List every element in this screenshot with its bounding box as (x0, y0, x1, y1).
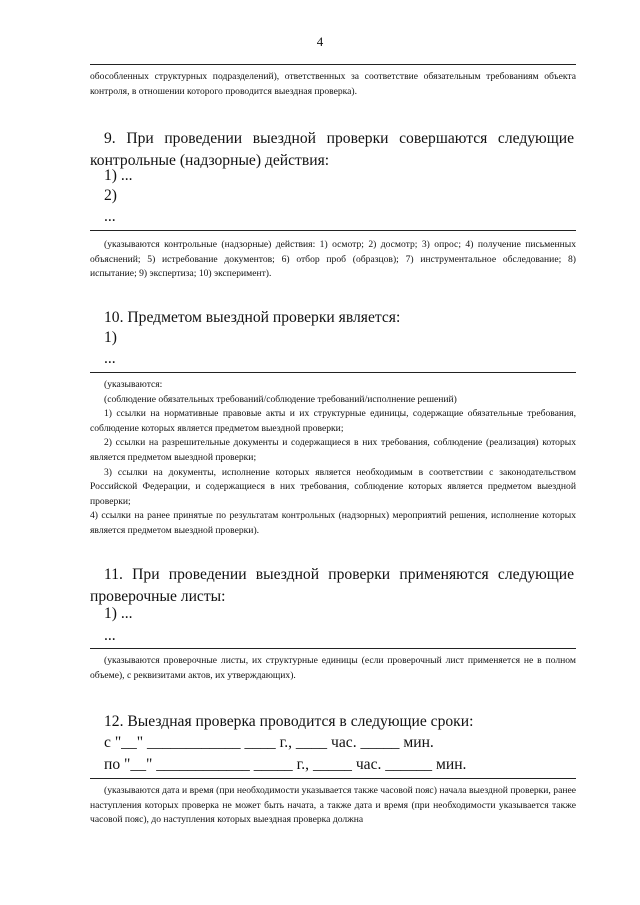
section-11-heading-text: 11. При проведении выездной проверки применяются следующие проверочные листы: (90, 566, 574, 605)
section-12-note-text: (указываются дата и время (при необходимости указывается также часовой пояс) начала выездной проверки, ранее наступления которых проверка не может быть начата, а также дата и время (при необходимости указывается также часовой пояс), до наступления которых выездная проверка должна (90, 785, 576, 826)
section-9-note-text: (указываются контрольные (надзорные) действия: 1) осмотр; 2) досмотр; 3) опрос; 4) получение письменных объяснений; 5) истребование документов; 6) отбор проб (образцов); 7) инструментальное обследование; 8) испытание; 9) экспертиза; 10) эксперимент). (90, 239, 576, 280)
section-9-item-more: ... (104, 208, 116, 225)
section-12-fill-line (90, 778, 576, 779)
section-11-heading (90, 564, 574, 608)
section-9-heading (90, 128, 574, 172)
section-9-item-2: 2) (104, 187, 117, 204)
section-12-start-datetime: с "__" ____________ ____ г., ____ час. _____ мин. (104, 734, 434, 751)
top-separator (90, 64, 576, 65)
section-9-heading-text: 9. При проведении выездной проверки совершаются следующие контрольные (надзорные) действия: (90, 130, 574, 169)
section-10-heading (90, 307, 574, 329)
section-10-note-line-2: (соблюдение обязательных требований/соблюдение требований/исполнение решений) (104, 393, 457, 405)
section-10-item-more: ... (104, 350, 116, 367)
section-10-fill-line (90, 372, 576, 373)
section-10-note (90, 378, 576, 539)
section-11-item-1: 1) ... (104, 605, 133, 622)
intro-note: обособленных структурных подразделений), ответственных за соответствие обязательным требованиям объекта контроля, в отношении которого проводится выездная проверка). (90, 71, 576, 97)
section-12-note (90, 784, 576, 828)
section-9-fill-line (90, 230, 576, 231)
section-10-note-line-4: 2) ссылки на разрешительные документы и содержащиеся в них требования, соблюдение (реализация) которых является предметом выездной проверки; (90, 437, 576, 463)
section-10-note-line-1: (указываются: (104, 379, 163, 390)
section-11-note-text: (указываются проверочные листы, их структурные единицы (если проверочный лист применяется не в полном объеме), с реквизитами актов, их утверждающих). (90, 655, 576, 681)
section-11-item-more: ... (104, 627, 116, 644)
section-12-heading (90, 711, 574, 733)
section-11-fill-line (90, 648, 576, 649)
page-number: 4 (316, 34, 324, 49)
section-10-note-line-3: 1) ссылки на нормативные правовые акты и их структурные единицы, содержащие обязательные требования, соблюдение которых является предметом выездной проверки; (90, 408, 576, 434)
section-11-note (90, 654, 576, 683)
section-9-item-1: 1) ... (104, 167, 133, 184)
section-12-end-datetime: по "__" ____________ _____ г., _____ час. ______ мин. (104, 756, 467, 773)
section-10-heading-text: 10. Предметом выездной проверки является: (104, 309, 401, 326)
section-12-heading-text: 12. Выездная проверка проводится в следующие сроки: (104, 713, 474, 730)
section-10-note-line-5: 3) ссылки на документы, исполнение которых является необходимым в соответствии с законодательством Российской Федерации, и содержащиеся в них требования, соблюдение которых является предметом выездной проверки; (90, 466, 576, 507)
section-9-note (90, 238, 576, 282)
section-10-note-line-6: 4) ссылки на ранее принятые по результатам контрольных (надзорных) мероприятий решения, исполнение которых является предметом выездной проверки). (90, 510, 576, 536)
section-10-item-1: 1) (104, 329, 117, 346)
